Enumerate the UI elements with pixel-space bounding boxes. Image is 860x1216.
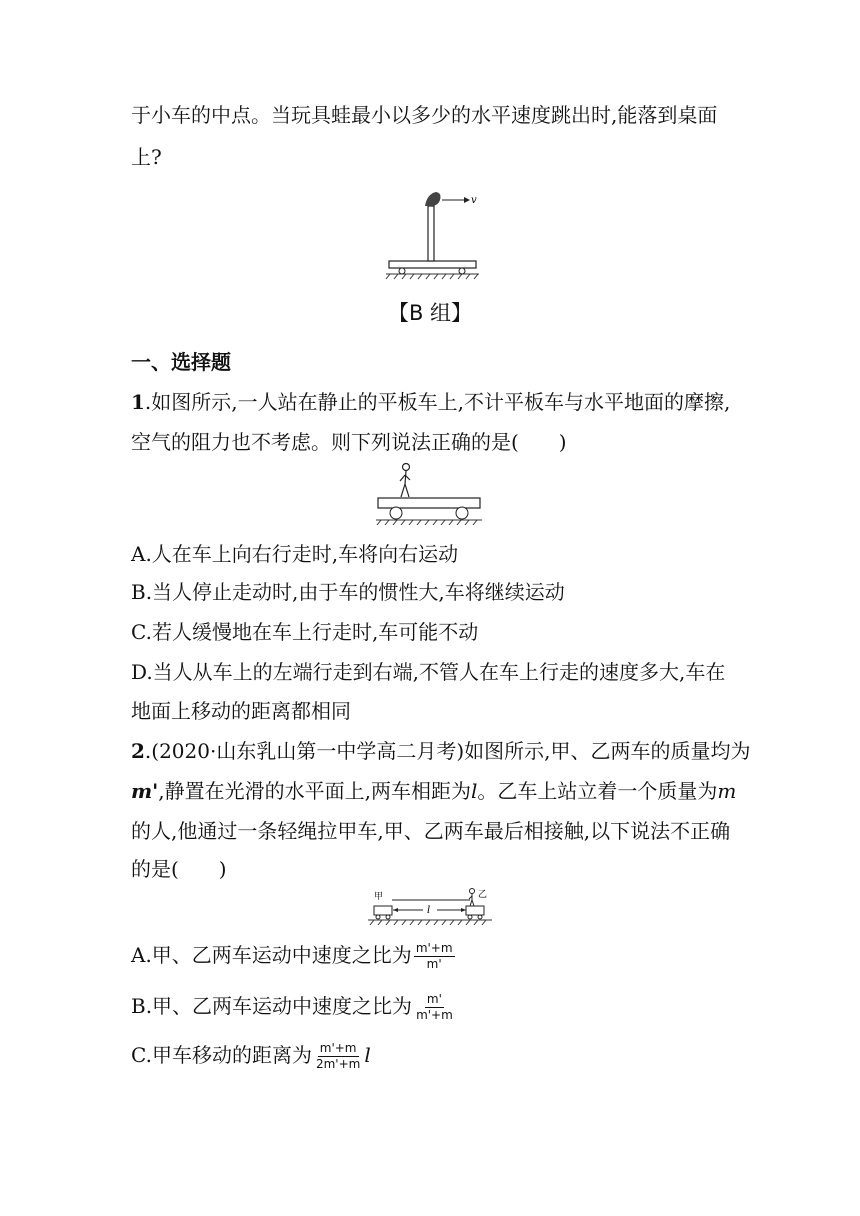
person-on-yi [469,889,475,907]
flatbed-cart [378,498,480,508]
person-figure [400,464,410,498]
cart-wheel-left [390,507,402,519]
velocity-label: v [471,195,477,206]
ground-hatching [376,520,482,525]
section-title: 一、选择题 [131,350,231,374]
cart-body [389,261,476,268]
cart-jia-label: 甲 [374,892,384,902]
frog-cart-figure [384,184,484,280]
two-carts-figure [366,886,496,928]
q1-option-c: C.若人缓慢地在车上行走时,车可能不动 [131,620,479,644]
cart-wheel-right [456,507,468,519]
q1-option-a: A.人在车上向右行走时,车将向右运动 [131,542,459,566]
ground-hatching [386,274,479,279]
q1-line-1: 1.如图所示,一人站在静止的平板车上,不计平板车与水平地面的摩擦, [131,390,731,414]
person-cart-figure [374,462,486,528]
cart-yi-label: 乙 [478,890,488,900]
fraction-b: $\frac{m'}{m'+m}$ [416,992,453,1022]
fraction-a: $\frac{m'+m}{m'}$ [415,941,453,971]
ground-hatching [368,920,492,925]
q1-number: 1 [131,390,145,414]
cart-wheel-right [459,268,465,274]
pole [428,206,434,261]
distance-label: l [427,905,431,916]
q2-number: 2 [131,739,145,763]
q2-option-c: C.甲车移动的距离为 $\frac{m'+m}{2m'+m}$ l [131,1041,371,1071]
toy-frog [425,192,441,206]
cart-yi [466,906,484,915]
q2-option-a: A.甲、乙两车运动中速度之比为 $\frac{m'+m}{m'}$ [131,941,453,971]
intro-line-1: 于小车的中点。当玩具蛙最小以多少的水平速度跳出时,能落到桌面 [131,103,718,127]
q2-line-3: 的人,他通过一条轻绳拉甲车,甲、乙两车最后相接触,以下说法不正确 [131,819,731,843]
group-title: 【B 组】 [387,301,473,325]
q2-option-b: B.甲、乙两车运动中速度之比为 $\frac{m'}{m'+m}$ [131,992,453,1022]
q1-option-d: D.当人从车上的左端行走到右端,不管人在车上行走的速度多大,车在 [131,660,726,684]
q2-line-4: 的是( ) [131,857,227,881]
intro-line-2: 上? [131,145,162,169]
q1-option-d-cont: 地面上移动的距离都相同 [131,699,351,723]
q2-line-2: m',静置在光滑的水平面上,两车相距为l。乙车上站立着一个质量为m [131,779,737,803]
cart-wheel-left [399,268,405,274]
q1-line-2: 空气的阻力也不考虑。则下列说法正确的是( ) [131,430,567,454]
fraction-c: $\frac{m'+m}{2m'+m}$ [315,1041,361,1071]
q1-option-b: B.当人停止走动时,由于车的惯性大,车将继续运动 [131,580,565,604]
q2-line-1: 2.(2020·山东乳山第一中学高二月考)如图所示,甲、乙两车的质量均为 [131,739,751,763]
cart-jia [374,906,392,915]
